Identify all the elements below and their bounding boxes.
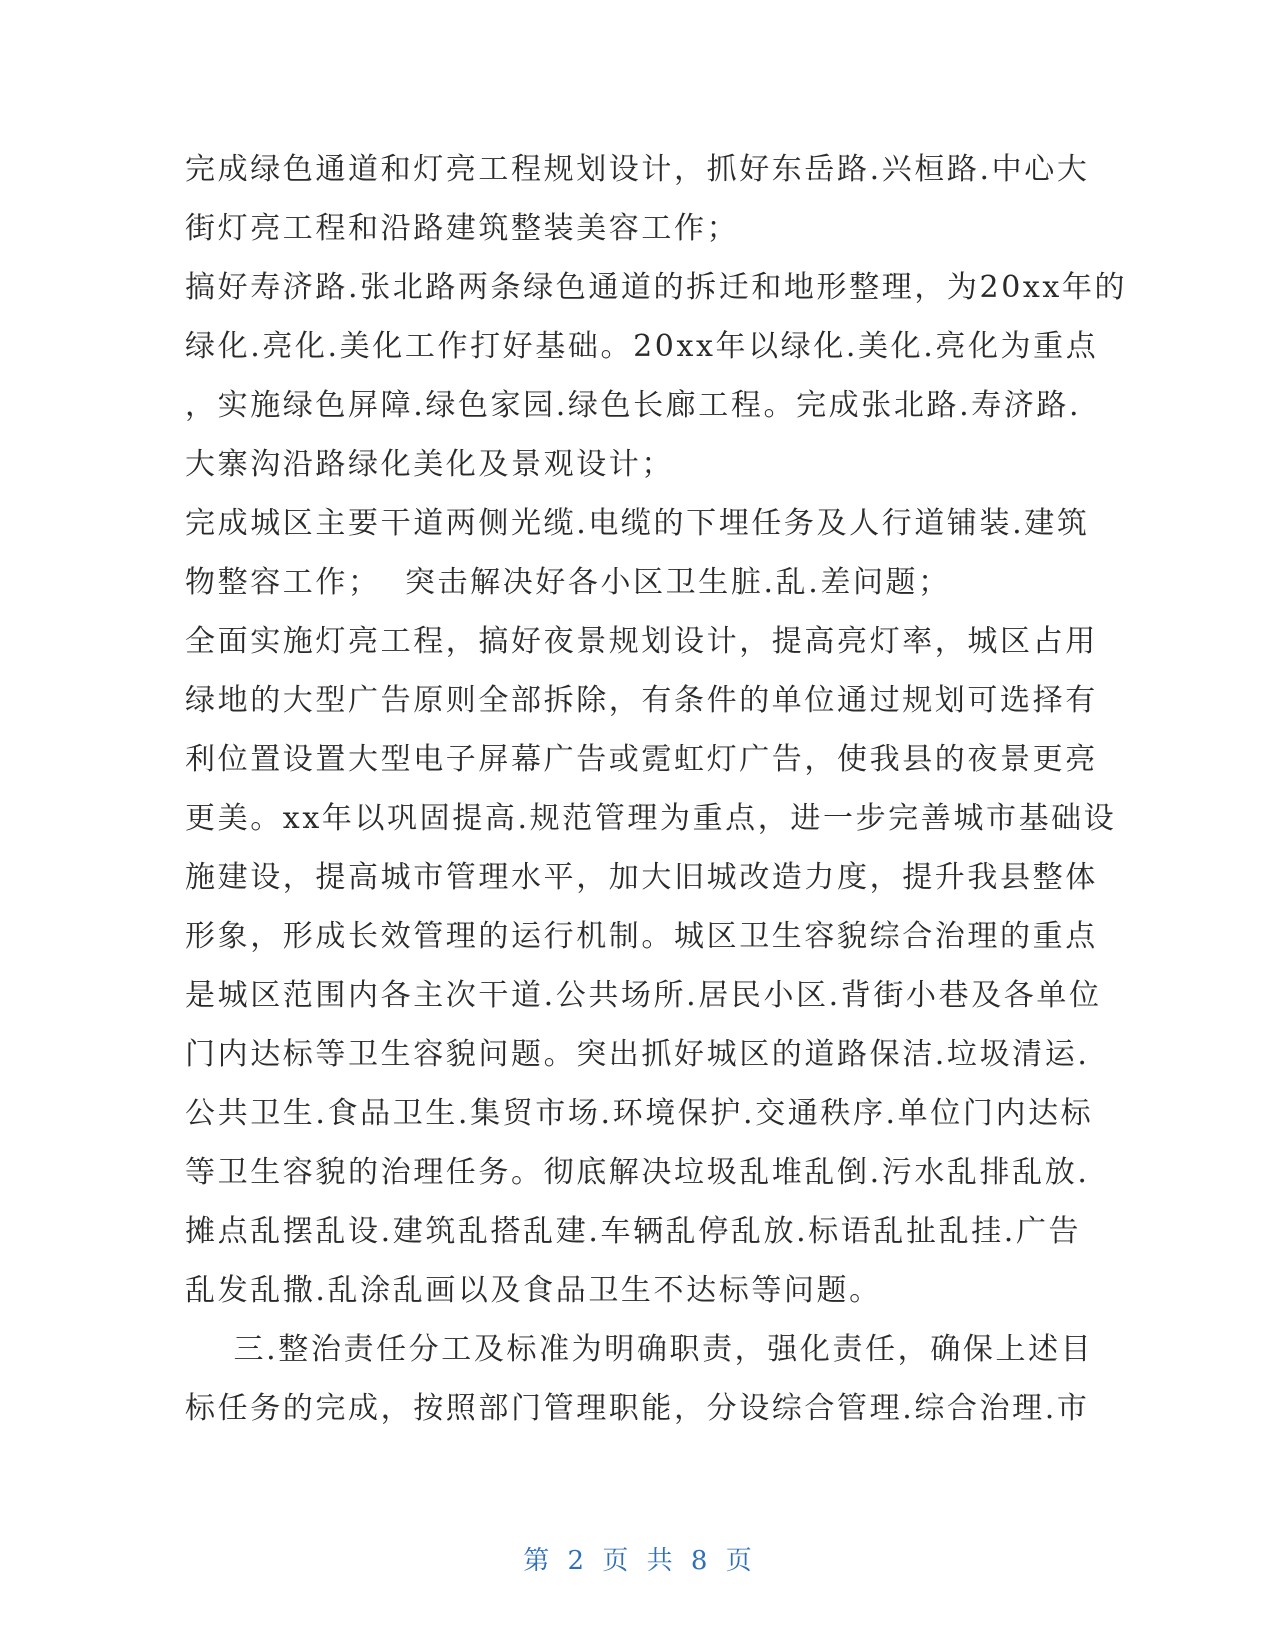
text-line-18: 等卫生容貌的治理任务。彻底解决垃圾乱堆乱倒.污水乱排乱放. (185, 1155, 1090, 1190)
text-line-7: 完成城区主要干道两侧光缆.电缆的下埋任务及人行道铺装.建筑 (185, 506, 1090, 541)
footer-current-page: 2 (567, 1546, 585, 1576)
text-line-2: 街灯亮工程和沿路建筑整装美容工作； (185, 211, 740, 246)
footer-prefix: 第 (523, 1546, 550, 1576)
page-footer (0, 1540, 1275, 1577)
text-line-10: 绿地的大型广告原则全部拆除，有条件的单位通过规划可选择有 (185, 683, 1098, 718)
text-line-17: 公共卫生.食品卫生.集贸市场.环境保护.交通秩序.单位门内达标 (185, 1096, 1094, 1131)
text-line-1: 完成绿色通道和灯亮工程规划设计，抓好东岳路.兴桓路.中心大 (185, 152, 1090, 187)
footer-mid1: 页 (602, 1546, 629, 1576)
text-line-21: 三.整治责任分工及标准为明确职责，强化责任，确保上述目 (185, 1332, 1094, 1367)
text-line-6: 大寨沟沿路绿化美化及景观设计； (185, 447, 674, 482)
text-line-13: 施建设，提高城市管理水平，加大旧城改造力度，提升我县整体 (185, 860, 1098, 895)
text-line-16: 门内达标等卫生容貌问题。突出抓好城区的道路保洁.垃圾清运. (185, 1037, 1090, 1072)
text-line-3: 搞好寿济路.张北路两条绿色通道的拆迁和地形整理，为20xx年的 (185, 270, 1128, 305)
text-line-5: ，实施绿色屏障.绿色家园.绿色长廊工程。完成张北路.寿济路. (185, 388, 1082, 423)
text-line-14: 形象，形成长效管理的运行机制。城区卫生容貌综合治理的重点 (185, 919, 1098, 954)
text-line-19: 摊点乱摆乱设.建筑乱搭乱建.车辆乱停乱放.标语乱扯乱挂.广告 (185, 1214, 1082, 1249)
footer-mid2: 共 (646, 1546, 673, 1576)
text-line-20: 乱发乱撒.乱涂乱画以及食品卫生不达标等问题。 (185, 1273, 882, 1308)
text-line-15: 是城区范围内各主次干道.公共场所.居民小区.背街小巷及各单位 (185, 978, 1102, 1013)
text-line-22: 标任务的完成，按照部门管理职能，分设综合管理.综合治理.市 (185, 1391, 1090, 1426)
text-line-9: 全面实施灯亮工程，搞好夜景规划设计，提高亮灯率，城区占用 (185, 624, 1098, 659)
text-line-12: 更美。xx年以巩固提高.规范管理为重点，进一步完善城市基础设 (185, 801, 1117, 836)
footer-suffix: 页 (725, 1546, 752, 1576)
footer-total-pages: 8 (690, 1546, 708, 1576)
text-line-8: 物整容工作； 突击解决好各小区卫生脏.乱.差问题； (185, 565, 951, 600)
text-line-4: 绿化.亮化.美化工作打好基础。20xx年以绿化.美化.亮化为重点 (185, 329, 1099, 364)
body-text (185, 140, 1128, 1438)
text-line-11: 利位置设置大型电子屏幕广告或霓虹灯广告，使我县的夜景更亮 (185, 742, 1098, 777)
